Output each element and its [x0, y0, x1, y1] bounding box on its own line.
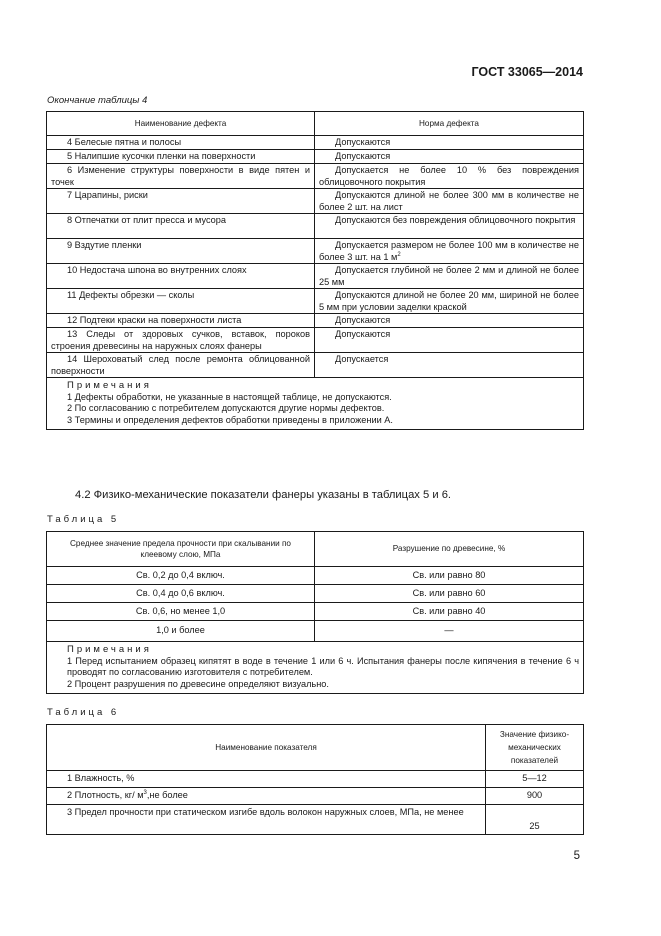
table4-note-2: 2 По согласованию с потребителем допускаются другие нормы дефектов.	[67, 403, 385, 413]
table4-cell-defect: 11 Дефекты обрезки — сколы	[47, 289, 315, 314]
table5-cell-strength: Св. 0,4 до 0,6 включ.	[47, 585, 315, 603]
table4-cell-norm: Допускается глубиной не более 2 мм и длиной не более 25 мм	[315, 264, 584, 289]
table4-cell-defect: 13 Следы от здоровых сучков, вставок, пороков строения древесины на наружных слоях фанеры	[47, 328, 315, 353]
table4-row	[47, 189, 584, 214]
standard-designation: ГОСТ 33065—2014	[471, 65, 583, 79]
table5-notes	[47, 642, 584, 694]
table5-cell-strength: Св. 0,2 до 0,4 включ.	[47, 567, 315, 585]
table4-row	[47, 264, 584, 289]
table4-notes-title: Примечания	[67, 380, 152, 391]
table4-note-3: 3 Термины и определения дефектов обработки приведены в приложении А.	[67, 414, 393, 425]
table4-row	[47, 136, 584, 150]
table4-cell-defect: 5 Налипшие кусочки пленки на поверхности	[47, 150, 315, 164]
table4-cell-defect: 6 Изменение структуры поверхности в виде пятен и точек	[47, 164, 315, 189]
density-label: 2 Плотность, кг/ м	[67, 790, 144, 801]
table5-cell-destruction: Св. или равно 60	[315, 585, 584, 603]
density-label-tail: ,не более	[146, 790, 188, 801]
table6-header-value: Значение физико-механических показателей	[486, 725, 584, 771]
table4-row	[47, 150, 584, 164]
unit-exponent: 2	[397, 251, 401, 258]
table4-cell-defect: 9 Вздутие пленки	[47, 239, 315, 264]
table4-cell-norm: Допускаются без повреждения облицовочного покрытия	[315, 214, 584, 239]
table6-cell-value: 5—12	[486, 771, 584, 788]
table-5	[46, 531, 584, 694]
table4-row	[47, 328, 584, 353]
table4-header-norm: Норма дефекта	[315, 112, 584, 136]
table5-note-1: 1 Перед испытанием образец кипятят в воде в течение 1 или 6 ч. Испытания фанеры после кипячения в течение 6 ч проводят по согласованию изготовителя с потребителем.	[67, 655, 579, 677]
table6-cell-value: 25	[486, 805, 584, 835]
table6-cell-indicator	[47, 788, 486, 805]
table4-cell-defect: 8 Отпечатки от плит пресса и мусора	[47, 214, 315, 239]
norm-text: Допускается размером не более 100 мм в количестве не более 3 шт. на 1 м	[319, 240, 579, 262]
table4-note-1: 1 Дефекты обработки, не указанные в настоящей таблице, не допускаются.	[67, 391, 392, 402]
table4-cell-defect: 7 Царапины, риски	[47, 189, 315, 214]
table5-header-destruction: Разрушение по древесине, %	[315, 532, 584, 567]
table4-row	[47, 239, 584, 264]
table4-cell-defect: 4 Белесые пятна и полосы	[47, 136, 315, 150]
table4-cell-norm: Допускаются	[315, 150, 584, 164]
table4-cell-norm: Допускается не более 10 % без повреждения облицовочного покрытия	[315, 164, 584, 189]
table4-row	[47, 164, 584, 189]
table5-note-2: 2 Процент разрушения по древесине определяют визуально.	[67, 678, 329, 689]
table6-caption: Таблица 6	[47, 707, 120, 718]
table4-cell-norm	[315, 239, 584, 264]
table4-header-defect: Наименование дефекта	[47, 112, 315, 136]
page-number: 5	[573, 850, 580, 862]
table4-cell-defect: 12 Подтеки краски на поверхности листа	[47, 314, 315, 328]
table4-row	[47, 314, 584, 328]
table4-cell-norm: Допускаются	[315, 314, 584, 328]
table4-cell-norm: Допускаются	[315, 328, 584, 353]
table6-cell-indicator: 1 Влажность, %	[47, 771, 486, 788]
density-unit-exponent: 3	[143, 790, 147, 797]
table4-caption: Окончание таблицы 4	[47, 95, 148, 106]
table4-row	[47, 353, 584, 378]
table5-cell-destruction: Св. или равно 40	[315, 603, 584, 621]
table6-header-indicator: Наименование показателя	[47, 725, 486, 771]
table5-cell-destruction: Св. или равно 80	[315, 567, 584, 585]
table4-cell-norm: Допускается	[315, 353, 584, 378]
table5-cell-strength: 1,0 и более	[47, 621, 315, 642]
table4-cell-defect: 10 Недостача шпона во внутренних слоях	[47, 264, 315, 289]
table6-cell-value: 900	[486, 788, 584, 805]
table4-cell-norm: Допускаются длиной не более 300 мм в количестве не более 2 шт. на лист	[315, 189, 584, 214]
table6-cell-indicator: 3 Предел прочности при статическом изгибе вдоль волокон наружных слоев, МПа, не менее	[47, 805, 486, 835]
table5-header-strength: Среднее значение предела прочности при скалывании по клеевому слою, МПа	[47, 532, 315, 567]
table4-row	[47, 214, 584, 239]
table4-notes	[47, 378, 584, 430]
table5-cell-strength: Св. 0,6, но менее 1,0	[47, 603, 315, 621]
table-6	[46, 724, 584, 835]
table5-cell-destruction: —	[315, 621, 584, 642]
table4-row	[47, 289, 584, 314]
table4-cell-defect: 14 Шероховатый след после ремонта облицованной поверхности	[47, 353, 315, 378]
table5-caption: Таблица 5	[47, 514, 120, 525]
table4-cell-norm: Допускаются длиной не более 20 мм, шириной не более 5 мм при условии заделки краской	[315, 289, 584, 314]
table5-notes-title: Примечания	[67, 644, 152, 655]
table4-cell-norm: Допускаются	[315, 136, 584, 150]
paragraph-4-2: 4.2 Физико-механические показатели фанеры указаны в таблицах 5 и 6.	[75, 489, 452, 501]
table-4	[46, 111, 584, 430]
